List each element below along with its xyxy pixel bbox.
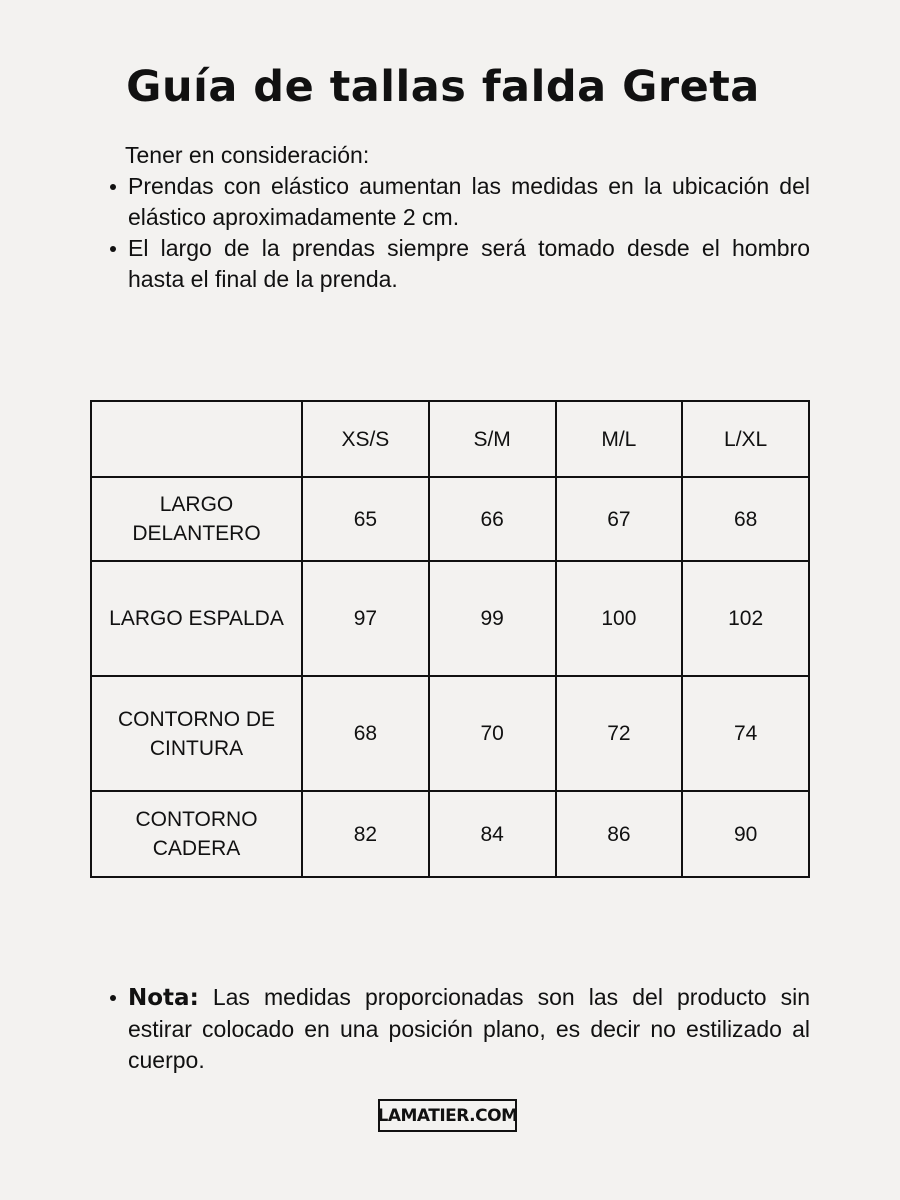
size-header-l-xl: L/XL <box>682 401 809 477</box>
table-cell: 90 <box>682 791 809 877</box>
table-cell: 97 <box>302 561 429 676</box>
note-text: Las medidas proporcionadas son las del producto sin estirar colocado en una posición plano, es decir no estilizado al cuerpo. <box>128 984 810 1073</box>
table-cell: 66 <box>429 477 556 561</box>
list-item: El largo de la prendas siempre será tomado desde el hombro hasta el final de la prenda. <box>110 233 810 295</box>
page-title: Guía de tallas falda Greta <box>126 62 760 112</box>
table-cell: 65 <box>302 477 429 561</box>
table-cell: 74 <box>682 676 809 791</box>
list-item: Prendas con elástico aumentan las medidas en la ubicación del elástico aproximadamente 2 cm. <box>110 171 810 233</box>
size-header-s-m: S/M <box>429 401 556 477</box>
considerations-list <box>110 171 810 295</box>
note-item <box>110 982 810 1076</box>
table-cell: 84 <box>429 791 556 877</box>
brand-logo: LAMATIER.COM <box>378 1099 517 1132</box>
considerations-label: Tener en consideración: <box>125 142 370 168</box>
table-cell: 67 <box>556 477 683 561</box>
size-header-xs-s: XS/S <box>302 401 429 477</box>
size-header-m-l: M/L <box>556 401 683 477</box>
table-cell: 100 <box>556 561 683 676</box>
table-row <box>91 791 809 877</box>
table-row <box>91 561 809 676</box>
row-label: LARGO DELANTERO <box>91 477 302 561</box>
note-label: Nota: <box>128 985 199 1011</box>
size-table <box>90 400 810 878</box>
table-cell: 99 <box>429 561 556 676</box>
table-cell: 82 <box>302 791 429 877</box>
table-cell: 72 <box>556 676 683 791</box>
note-section <box>110 982 810 1076</box>
table-cell: 68 <box>682 477 809 561</box>
table-row <box>91 477 809 561</box>
table-header-row <box>91 401 809 477</box>
row-label: CONTORNO DE CINTURA <box>91 676 302 791</box>
table-cell: 86 <box>556 791 683 877</box>
considerations-section <box>110 140 810 295</box>
table-corner-cell <box>91 401 302 477</box>
table-cell: 70 <box>429 676 556 791</box>
row-label: CONTORNO CADERA <box>91 791 302 877</box>
table-cell: 68 <box>302 676 429 791</box>
row-label: LARGO ESPALDA <box>91 561 302 676</box>
table-row <box>91 676 809 791</box>
table-cell: 102 <box>682 561 809 676</box>
